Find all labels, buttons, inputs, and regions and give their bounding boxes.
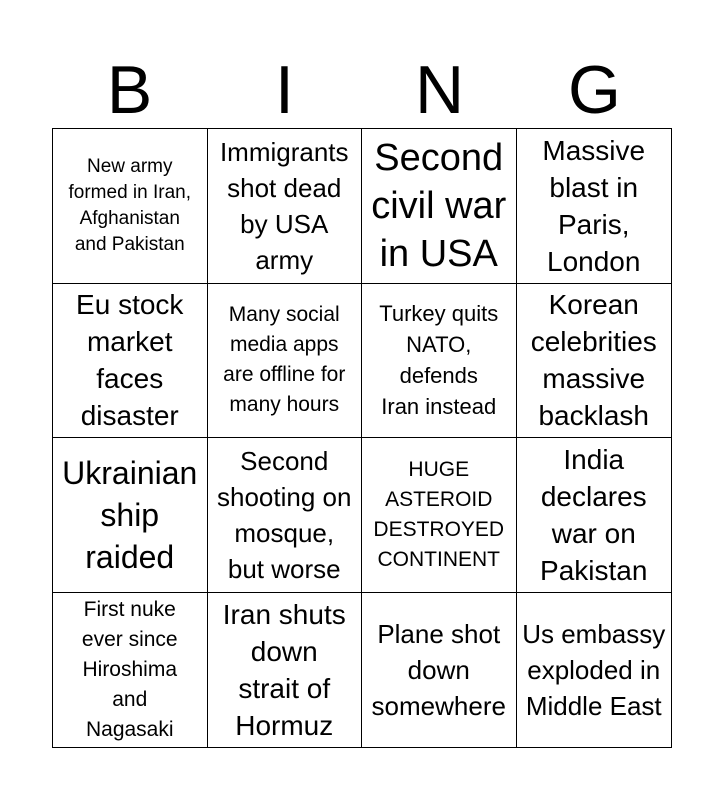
header-letter-b: B [106, 52, 153, 128]
bingo-cell[interactable] [208, 129, 363, 284]
bingo-cell[interactable] [53, 129, 208, 284]
cell-text: Us embassy exploded in Middle East [522, 618, 666, 721]
bingo-cell[interactable] [362, 593, 517, 748]
cell-text: Iran shuts down strait of Hormuz [222, 598, 346, 741]
cell-text: Second civil war in USA [371, 136, 507, 275]
bingo-cell[interactable] [208, 284, 363, 439]
bingo-cell[interactable] [362, 284, 517, 439]
bingo-cell[interactable] [53, 438, 208, 593]
cell-text: Second shooting on mosque, but worse [217, 445, 352, 584]
bingo-cell[interactable] [362, 129, 517, 284]
bingo-cell[interactable] [362, 438, 517, 593]
cell-text: Turkey quits NATO, defends Iran instead [379, 301, 499, 420]
cell-text: Massive blast in Paris, London [542, 134, 646, 277]
bingo-cell[interactable] [208, 593, 363, 748]
bingo-cell[interactable] [517, 593, 672, 748]
bingo-header [52, 52, 672, 128]
cell-text: New army formed in Iran, Afghanistan and Pakistan [68, 155, 191, 255]
bingo-cell[interactable] [208, 438, 363, 593]
header-letter-n: N [414, 52, 465, 128]
bingo-cell[interactable] [517, 129, 672, 284]
bingo-cell[interactable] [53, 284, 208, 439]
cell-text: Immigrants shot dead by USA army [219, 136, 349, 275]
bingo-cell[interactable] [517, 284, 672, 439]
header-letter-g: G [568, 52, 621, 128]
cell-text: Ukrainian ship raided [62, 454, 198, 575]
cell-text: India declares war on Pakistan [540, 443, 648, 586]
cell-text: Many social media apps are offline for many hours [223, 303, 346, 417]
cell-text: Korean celebrities massive backlash [530, 289, 657, 432]
bingo-board [52, 128, 672, 748]
cell-text: HUGE ASTEROID DESTROYED CONTINENT [373, 457, 505, 571]
cell-text: Eu stock market faces disaster [76, 289, 184, 432]
header-letter-i: I [275, 52, 294, 128]
bingo-cell[interactable] [517, 438, 672, 593]
cell-text: First nuke ever since Hiroshima and Nagasaki [81, 597, 178, 741]
cell-text: Plane shot down somewhere [371, 618, 506, 721]
bingo-cell[interactable] [53, 593, 208, 748]
